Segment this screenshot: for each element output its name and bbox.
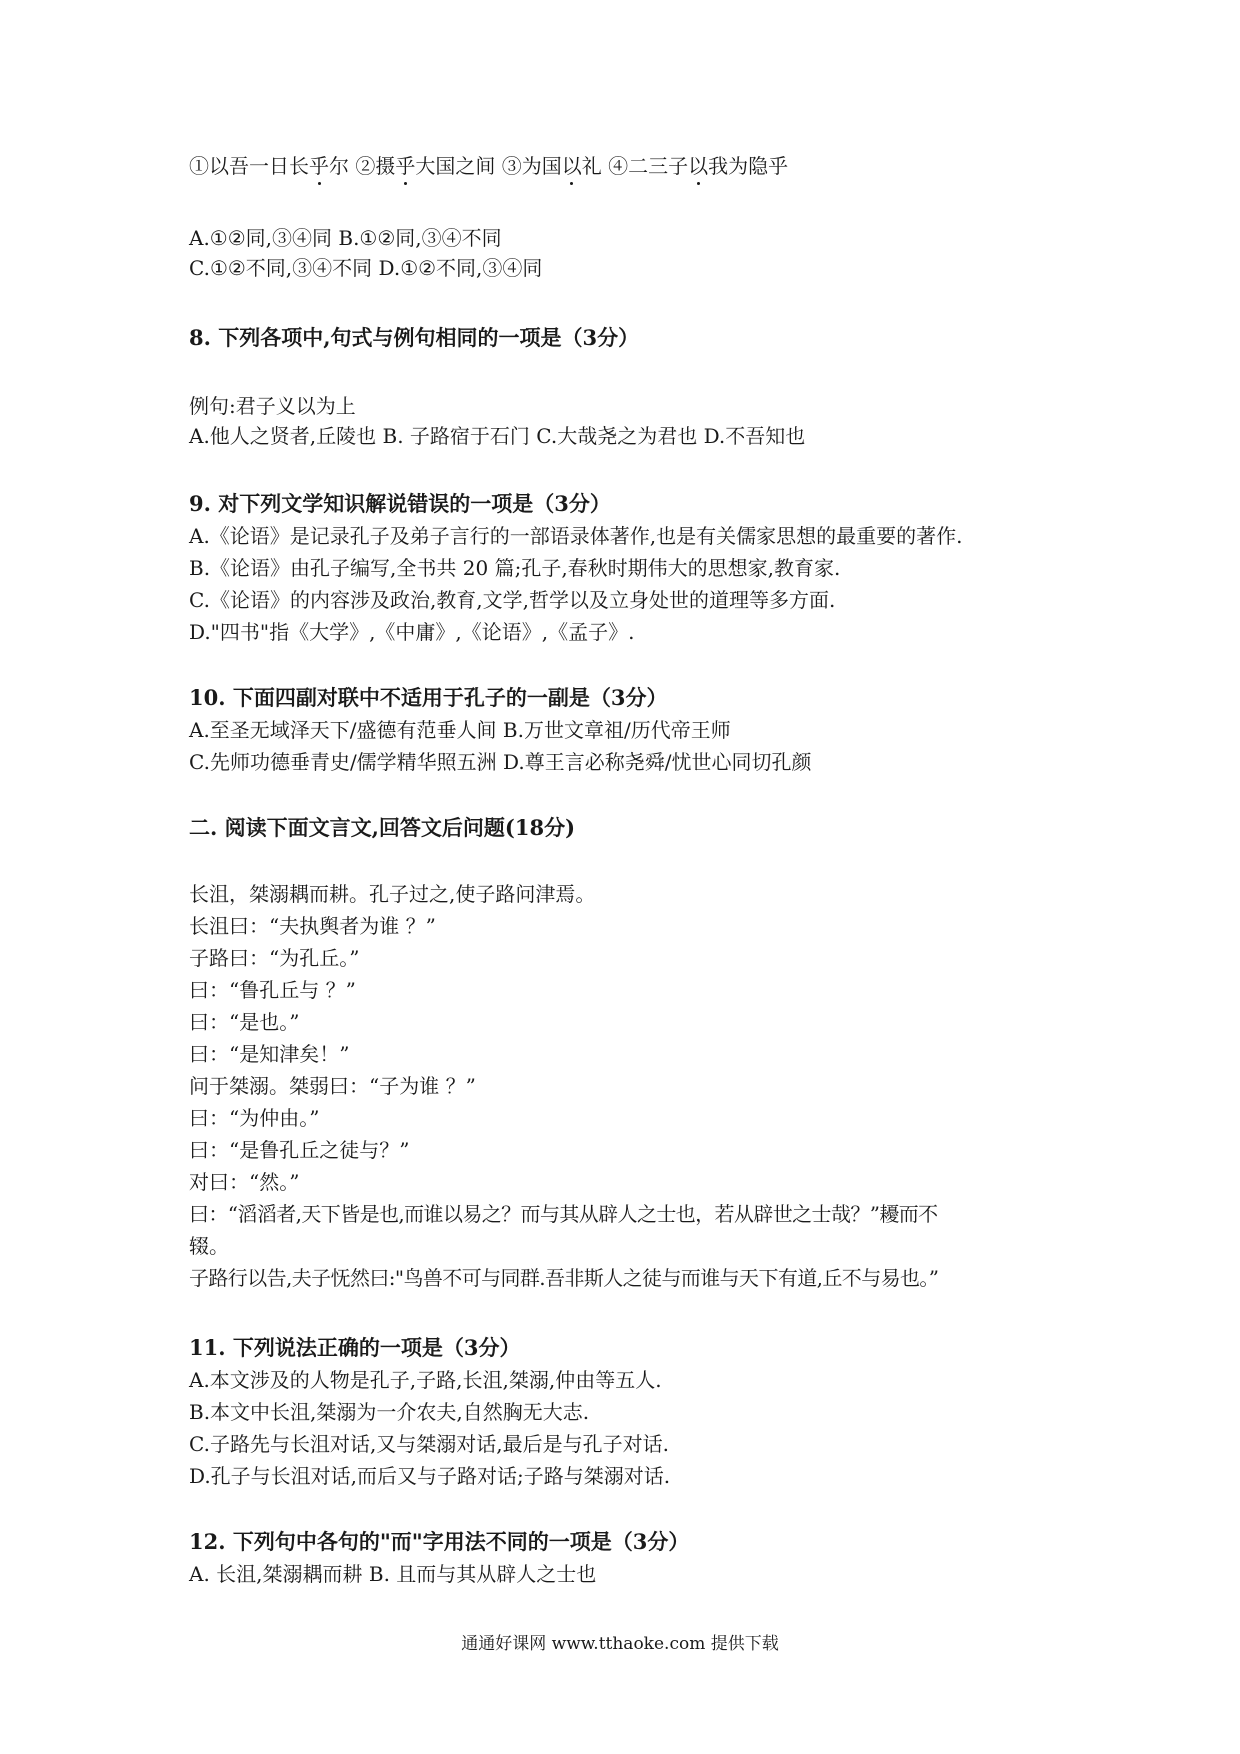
passage-line: 子路行以告,夫子怃然曰:"鸟兽不可与同群.吾非斯人之徒与而谁与天下有道,丘不与易也。” — [189, 1266, 939, 1290]
question8-title: 8. 下列各项中,句式与例句相同的一项是（3分） — [189, 325, 640, 350]
question9-title: 9. 对下列文学知识解说错误的一项是（3分） — [189, 491, 611, 516]
question10-title: 10. 下面四副对联中不适用于孔子的一副是（3分） — [189, 685, 668, 710]
question11-title: 11. 下列说法正确的一项是（3分） — [189, 1335, 521, 1360]
emphasis-char: 以 — [561, 154, 582, 178]
item-3: ③为国以礼 — [501, 154, 609, 178]
passage-line: 曰：“是鲁孔丘之徒与？” — [189, 1138, 410, 1162]
item-2: ②摄乎大国之间 — [355, 154, 502, 178]
page-footer: 通通好课网 www.tthaoke.com 提供下载 — [461, 1634, 779, 1654]
question11-option-b: B.本文中长沮,桀溺为一介农夫,自然胸无大志. — [189, 1400, 590, 1424]
passage-line: 曰：“鲁孔丘与 ？” — [189, 978, 356, 1002]
question10-option-ab: A.至圣无域泽天下/盛德有范垂人间 B.万世文章祖/历代帝王师 — [189, 718, 731, 742]
question11-option-d: D.孔子与长沮对话,而后又与子路对话;子路与桀溺对话. — [189, 1464, 671, 1488]
passage-line: 曰：“滔滔者,天下皆是也,而谁以易之？而与其从辟人之士也，若从辟世之士哉？”耰而不 — [189, 1202, 938, 1226]
item-1: ①以吾一日长乎尔 — [189, 154, 356, 178]
question8-options: A.他人之贤者,丘陵也 B. 子路宿于石门 C.大哉尧之为君也 D.不吾知也 — [189, 424, 806, 448]
passage-line: 辍。 — [189, 1234, 229, 1258]
passage-line: 子路曰：“为孔丘。” — [189, 946, 360, 970]
question8-example: 例句:君子义以为上 — [189, 394, 356, 418]
item-4: ④二三子以我为隐乎 — [608, 154, 789, 178]
passage-line: 曰：“为仲由。” — [189, 1106, 320, 1130]
question9-option-b: B.《论语》由孔子编写,全书共 20 篇;孔子,春秋时期伟大的思想家,教育家. — [189, 556, 841, 580]
passage-line: 对曰：“然。” — [189, 1170, 300, 1194]
section2-title: 二. 阅读下面文言文,回答文后问题(18分) — [189, 815, 576, 840]
question9-option-c: C.《论语》的内容涉及政治,教育,文学,哲学以及立身处世的道理等多方面. — [189, 588, 836, 612]
emphasis-char: 乎 — [309, 154, 329, 178]
emphasis-char: 乎 — [395, 154, 416, 178]
question9-option-a: A.《论语》是记录孔子及弟子言行的一部语录体著作,也是有关儒家思想的最重要的著作. — [189, 524, 963, 548]
question11-option-c: C.子路先与长沮对话,又与桀溺对话,最后是与孔子对话. — [189, 1432, 670, 1456]
passage-line: 曰：“是也。” — [189, 1010, 300, 1034]
question12-options: A. 长沮,桀溺耦而耕 B. 且而与其从辟人之士也 — [189, 1562, 597, 1586]
question7-option-cd: C.①②不同,③④不同 D.①②不同,③④同 — [189, 256, 543, 280]
passage-line: 曰：“是知津矣！” — [189, 1042, 350, 1066]
question12-title: 12. 下列句中各句的"而"字用法不同的一项是（3分） — [189, 1529, 690, 1554]
emphasis-char: 以 — [688, 154, 709, 178]
question9-option-d: D."四书"指《大学》,《中庸》,《论语》,《孟子》. — [189, 620, 635, 644]
question7-option-ab: A.①②同,③④同 B.①②同,③④不同 — [189, 226, 502, 250]
passage-line: 长沮曰：“夫执舆者为谁 ？” — [189, 914, 436, 938]
passage-line: 长沮，桀溺耦而耕。孔子过之,使子路问津焉。 — [189, 882, 596, 906]
question11-option-a: A.本文涉及的人物是孔子,子路,长沮,桀溺,仲由等五人. — [189, 1368, 662, 1392]
passage-line: 问于桀溺。桀弱曰：“子为谁 ？” — [189, 1074, 476, 1098]
question7-items-line — [189, 152, 788, 180]
question10-option-cd: C.先师功德垂青史/儒学精华照五洲 D.尊王言必称尧舜/忧世心同切孔颜 — [189, 750, 812, 774]
